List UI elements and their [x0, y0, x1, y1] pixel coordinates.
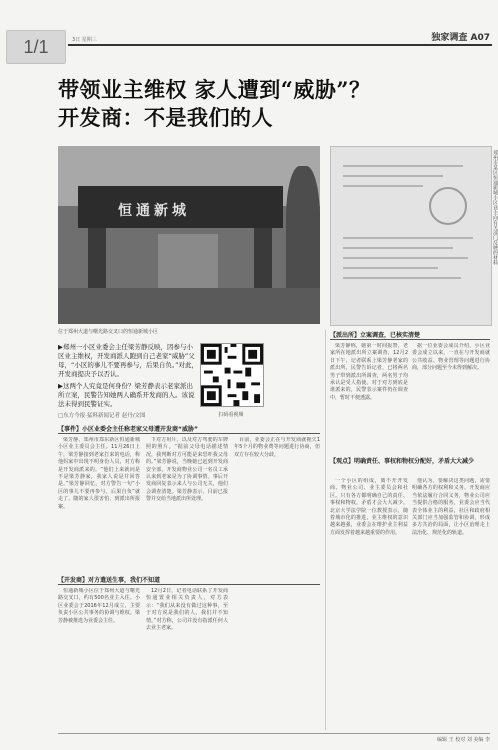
section-heading-police: 【派出所】立案调查，已核实清楚 [330, 332, 421, 339]
article-column: 恒通新城小区位于郑州大道与曙光路交叉口，约有500名业主入住。小区业委会于2016年12月成立，主要负责小区公共事务的协调与维权。梁芳静被推选为业委会主任。 [58, 588, 140, 624]
section-title: 独家调查 A07 [431, 33, 490, 43]
section-rule [58, 433, 320, 434]
doc-text-line [343, 237, 473, 239]
article-column: 他认为，要解决这类问题，需要明确各方的权利和义务。开发商应当依法履行合同义务，物业公司应当提供合格的服务，业委会应当代表全体业主的利益，社区和政府相关部门应当加强监管和协调，形成多方共治的局面，让小区治理走上法治化、规范化的轨道。 [412, 478, 490, 536]
document-caption: 郑州市某区恒通新城小区业主向有关部门反映的材料 [492, 150, 498, 265]
section-heading-developer: 【开发商】对方遣送生事，我们不知道 [58, 577, 161, 584]
article-column: 下对方用片，以及对方驾驶的车牌照的照片。“据前父母电话描述情况，我判断对方可能是来恐吓我父母的。”梁芳静说，当晚她已赶到开发商安全部，开发商物业公司一名员工承认来到老家是为了协调事情。事后开发商回复表示来人与公司无关，他们会调查清楚。梁芳静表示，目前已报警并交给当地派出所处理。 [146, 437, 228, 503]
official-seal [429, 187, 467, 225]
photo-ground [58, 288, 320, 324]
byline: □东方今报·猛料新闻记者 赵丹/文图 [58, 413, 146, 419]
qr-caption: 扫码看视频 [218, 412, 244, 418]
headline-line-1: 带领业主维权 家人遭到“威胁”？ [58, 77, 371, 102]
gate-post-left [88, 228, 106, 288]
section-rule [330, 339, 490, 340]
column-divider [325, 330, 326, 730]
photo-caption: 位于郑州大道与曙光路交叉口的恒通新城小区 [58, 329, 159, 335]
summary-point-2: ▶这两个人究竟是何身份？梁芳静表示老家派出所立案，民警告知她两人确系开发商的人。该说法未得到民警证实。 [58, 382, 195, 408]
footer-credits: 编辑 王 校对 刘 美编 李 [437, 737, 490, 743]
gate-sign: 恒通新城 [118, 203, 190, 219]
doc-text-line [343, 175, 443, 177]
section-heading-view: 【观点】明确责任、事权和物权分配好，矛盾大大减少 [330, 458, 475, 465]
doc-text-line [343, 247, 453, 249]
photo-building [158, 234, 218, 289]
doc-text-line [343, 165, 463, 167]
photo-tree [286, 166, 320, 296]
article-column: 12月2日，记者电话联系了开发商恒通置业相关负责人，对方表示：“我们从来没有做过这种事，至于对方说是我们的人，我们并不知情。”对方称，公司并没有指派任何人去业主老家。 [146, 588, 228, 632]
headline-line-2: 开发商：不是我们的人 [58, 105, 273, 130]
edition-date: 3日 星期三 [72, 37, 97, 43]
section-rule [58, 584, 320, 585]
lead-summary [58, 343, 198, 424]
footer-rule [58, 733, 490, 734]
doc-text-line [343, 185, 423, 187]
qr-pattern-icon [201, 344, 263, 406]
page-indicator[interactable]: 1/1 [6, 30, 66, 64]
gate-post-right [254, 228, 272, 288]
header-rule [68, 44, 492, 46]
doc-text-line [343, 267, 438, 269]
article-column: 据一位业委会成员介绍，小区业委会成立以来，一直在与开发商就公共收益、物业管理等问题进行协商，部分问题至今未得到解决。 [412, 343, 490, 372]
qr-code[interactable] [200, 343, 264, 407]
doc-text-line [343, 257, 468, 259]
headline [58, 76, 488, 132]
summary-point-1: ▶郑州一小区业委会主任梁芳静反映，因参与小区业主维权，开发商派人跑到自己老家“威胁”父母，“小区的事儿不要再参与，后果自负。”对此，开发商提决予以否认。 [58, 343, 198, 378]
document-photo [330, 146, 492, 326]
article-column: 一个小区的组成，离不开开发商、物业公司、业主委员会和社区。只有各方都明确自己的责任、事权和物权，矛盾才会大大减少。北京大学法学院一位教授表示，随着城市化的推进，业主维权的意识越来越强，业委会在维护业主利益方面发挥着越来越重要的作用。 [330, 478, 408, 536]
article-column: 梁芳静称，她第一时间报警，老家所在地派出所立案调查，12月2日下午，记者联系上梁芳静老家的派出所，民警告诉记者，已将两名男子带到派出所调查，两名男子均承认是受人指使。对于对方到底是谁派来的，民警表示案件仍在调查中，暂时不便透露。 [330, 343, 408, 401]
section-heading-event: 【事件】小区业委会主任称老家父母遭开发商“威胁” [58, 426, 198, 433]
doc-text-line [343, 277, 461, 279]
article-column: 目前，业委会正在与开发商就拖欠1年5个月的物业费等问题进行协商，但双方存在较大分歧。 [234, 437, 320, 458]
main-photo [58, 146, 320, 324]
article-column: 梁芳静，郑州市郑东新区恒通新城小区业主委员会主任。11月26日上午，梁芳静接到老家打来的电话，称他妈家中出现不明身份人员，对方称是开发商派来的。“他们上来就问是不是梁芳静家，我家人说是并回答是。”梁芳静回忆，对方警告一句“小区的事儿不要再参与，后果自负”就走了。随的家人很害怕，到派出所报案。 [58, 437, 140, 510]
